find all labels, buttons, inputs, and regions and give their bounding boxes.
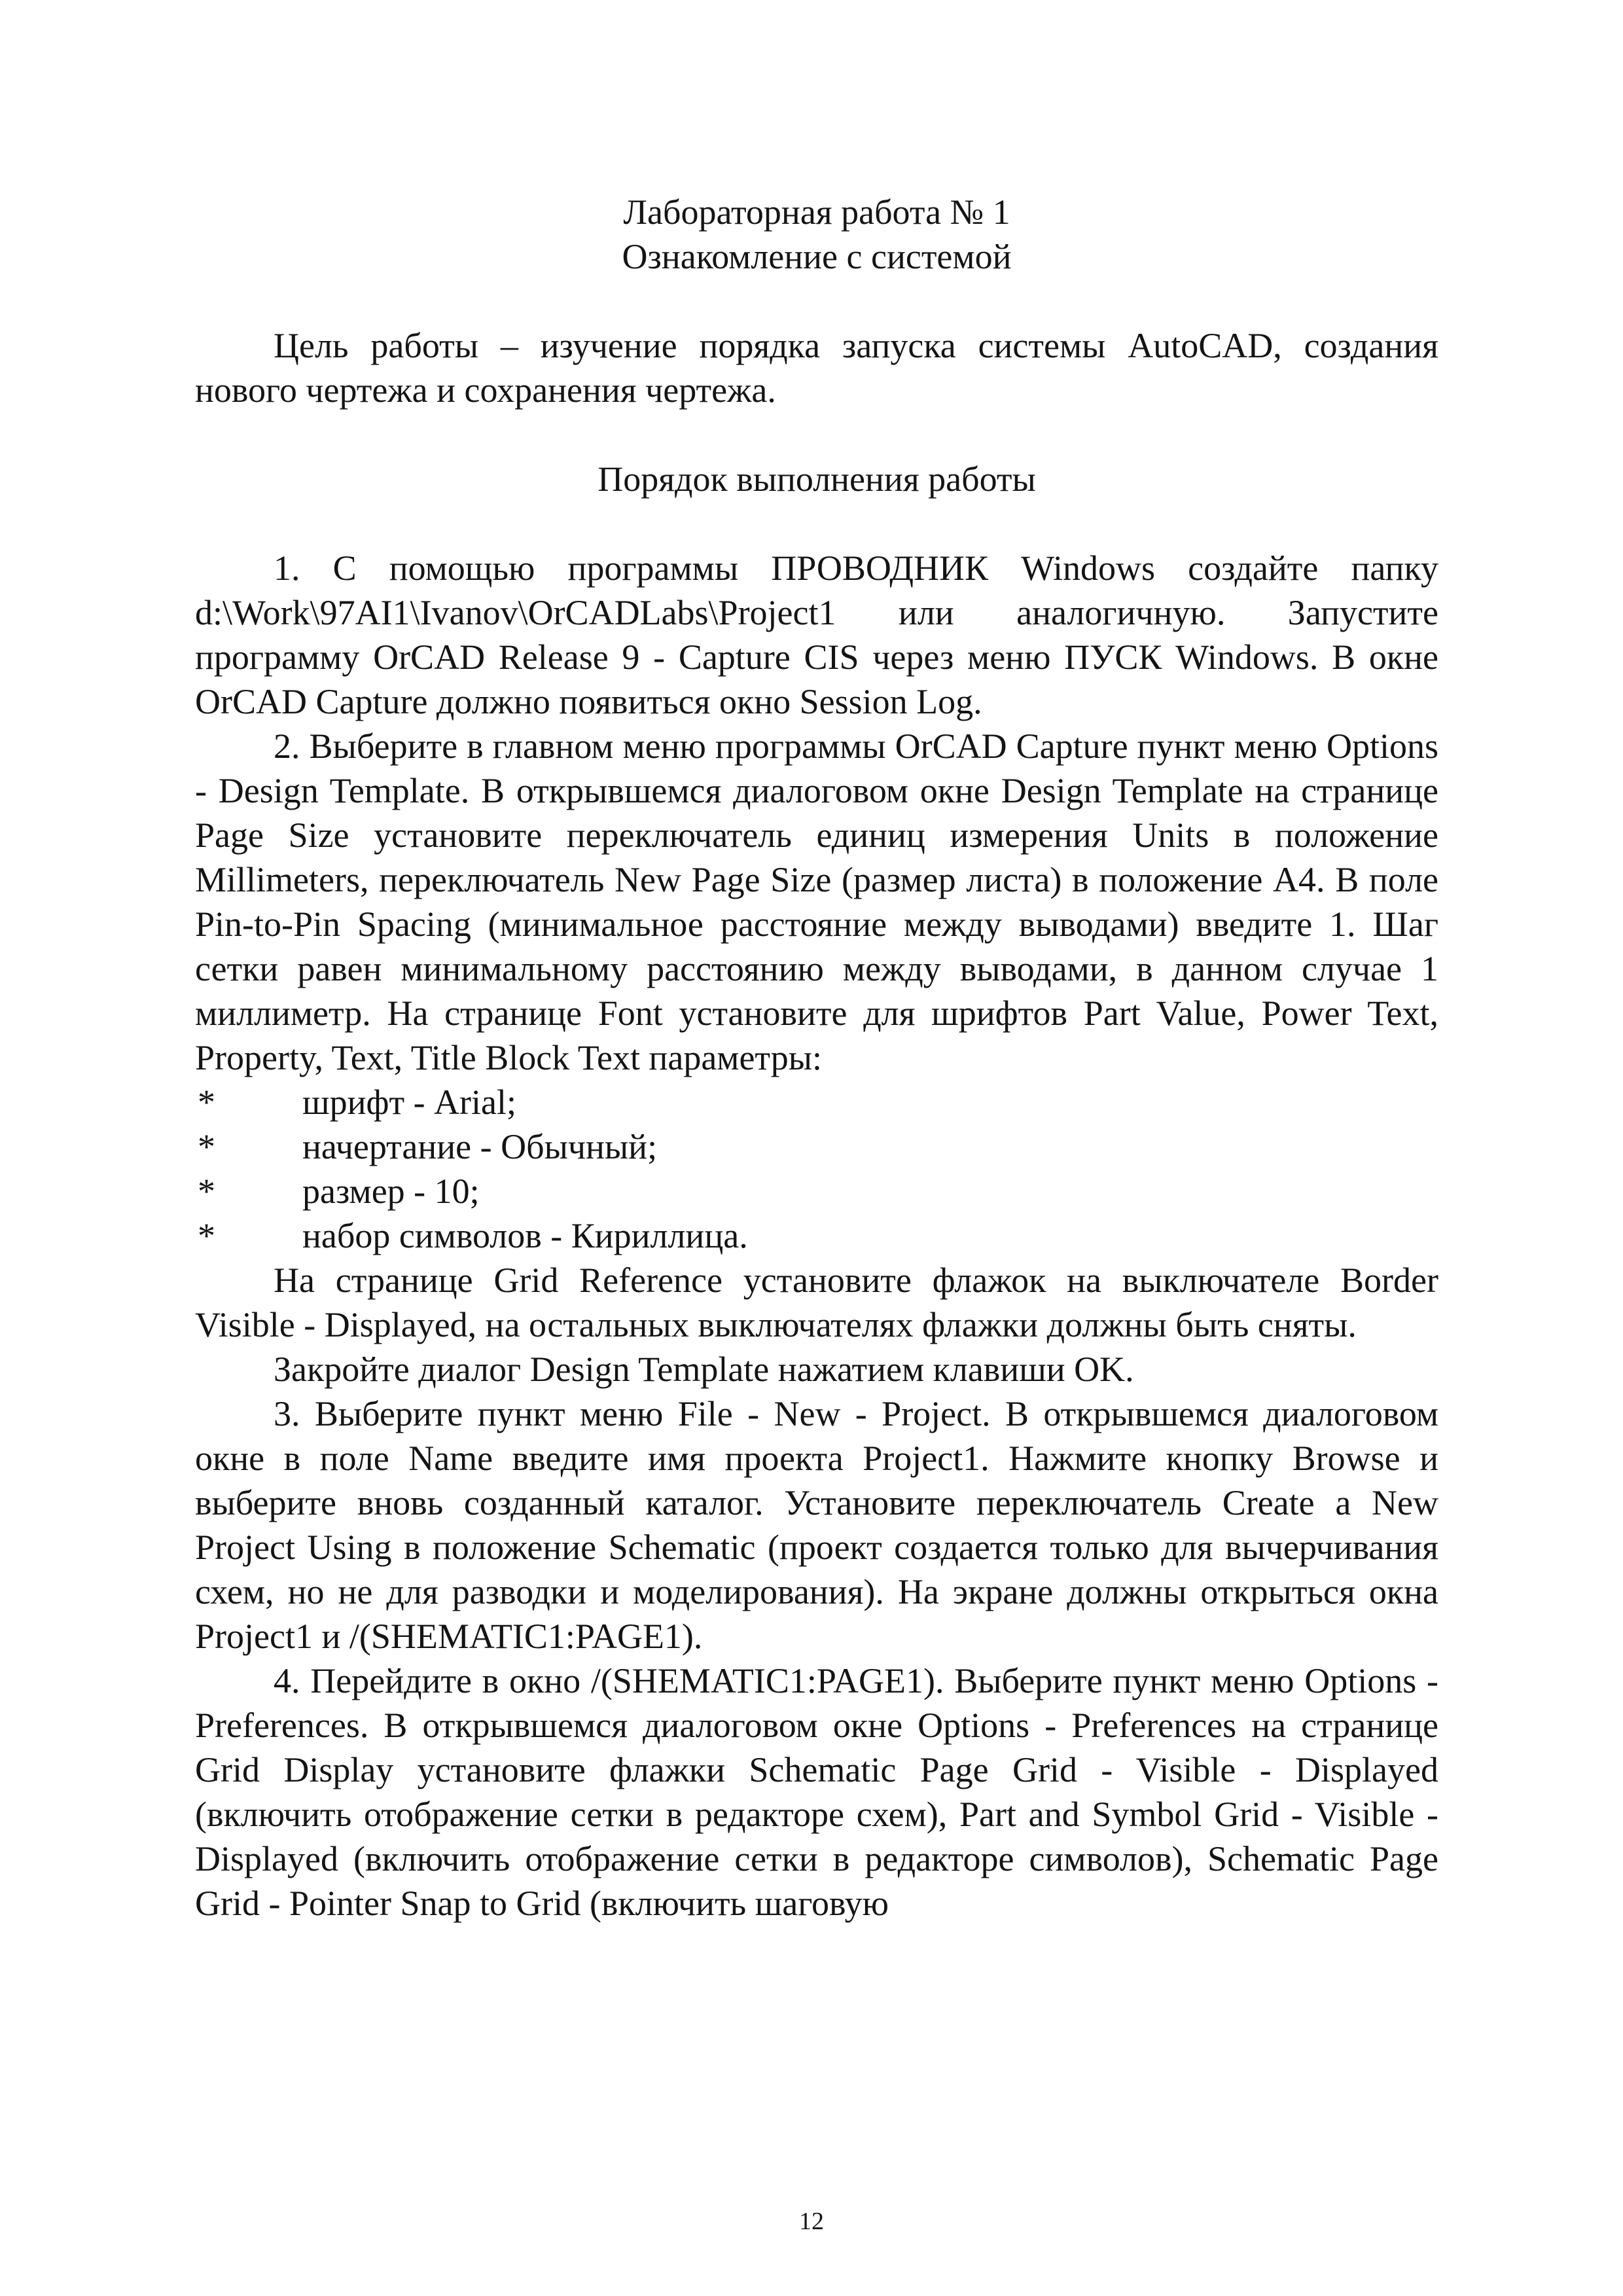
bullet-star: * [198,1172,215,1211]
bullet-star: * [198,1216,215,1255]
bullet-star: * [198,1083,215,1122]
list-item-text: начертание - Обычный; [302,1127,658,1166]
step-3-paragraph: 3. Выберите пункт меню File - New - Project. В открывшемся диалоговом окне в поле Name введите имя проекта Project1. Нажмите кнопку Browse и выберите вновь созданный каталог. Установите переключатель Create a New Project Using в положение Schematic (проект создается только для вычерчивания схем, но не для разводки и моделирования). На экране должны открыться окна Project1 и /(SHEMATIC1:PAGE1). [195,1394,1438,1656]
list-item [195,1213,1438,1258]
title-block [195,190,1438,279]
list-item [195,1169,1438,1213]
list-item [195,1080,1438,1124]
page-content [195,190,1438,1926]
page-number: 12 [799,2208,824,2235]
close-dialog-paragraph: Закройте диалог Design Template нажатием клавиши OK. [274,1350,1134,1389]
list-item [195,1124,1438,1169]
procedure-heading: Порядок выполнения работы [597,459,1036,499]
bullet-star: * [198,1127,215,1166]
list-item-text: набор символов - Кириллица. [302,1216,748,1255]
grid-reference-paragraph: На странице Grid Reference установите флажок на выключателе Border Visible - Displayed, на остальных выключателях флажки должны быть сняты. [195,1261,1438,1344]
lab-subtitle: Ознакомление с системой [622,237,1012,276]
list-item-text: шрифт - Arial; [302,1083,517,1122]
step-4-paragraph: 4. Перейдите в окно /(SHEMATIC1:PAGE1). Выберите пункт меню Options - Preferences. В открывшемся диалоговом окне Options - Preferences на странице Grid Display установите флажки Schematic Page Grid - Visible - Displayed (включить отображение сетки в редакторе схем), Part and Symbol Grid - Visible - Displayed (включить отображение сетки в редакторе символов), Schematic Page Grid - Pointer Snap to Grid (включить шаговую [195,1661,1438,1923]
step-1-paragraph: 1. С помощью программы ПРОВОДНИК Windows создайте папку d:\Work\97AI1\Ivanov\OrCADLabs\Project1 или аналогичную. Запустите программу OrCAD Release 9 - Capture CIS через меню ПУСК Windows. В окне OrCAD Capture должно появиться окно Session Log. [195,548,1438,721]
goal-paragraph: Цель работы – изучение порядка запуска системы AutoCAD, создания нового чертежа и сохранения чертежа. [195,326,1438,410]
list-item-text: размер - 10; [302,1172,480,1211]
lab-title: Лабораторная работа № 1 [623,192,1010,232]
font-params-list [195,1080,1438,1258]
step-2-paragraph: 2. Выберите в главном меню программы OrCAD Capture пункт меню Options - Design Template. В открывшемся диалоговом окне Design Template на странице Page Size установите переключатель единиц измерения Units в положение Millimeters, переключатель New Page Size (размер листа) в положение A4. В поле Pin-to-Pin Spacing (минимальное расстояние между выводами) введите 1. Шаг сетки равен минимальному расстоянию между выводами, в данном случае 1 миллиметр. На странице Font установите для шрифтов Part Value, Power Text, Property, Text, Title Block Text параметры: [195,726,1438,1077]
